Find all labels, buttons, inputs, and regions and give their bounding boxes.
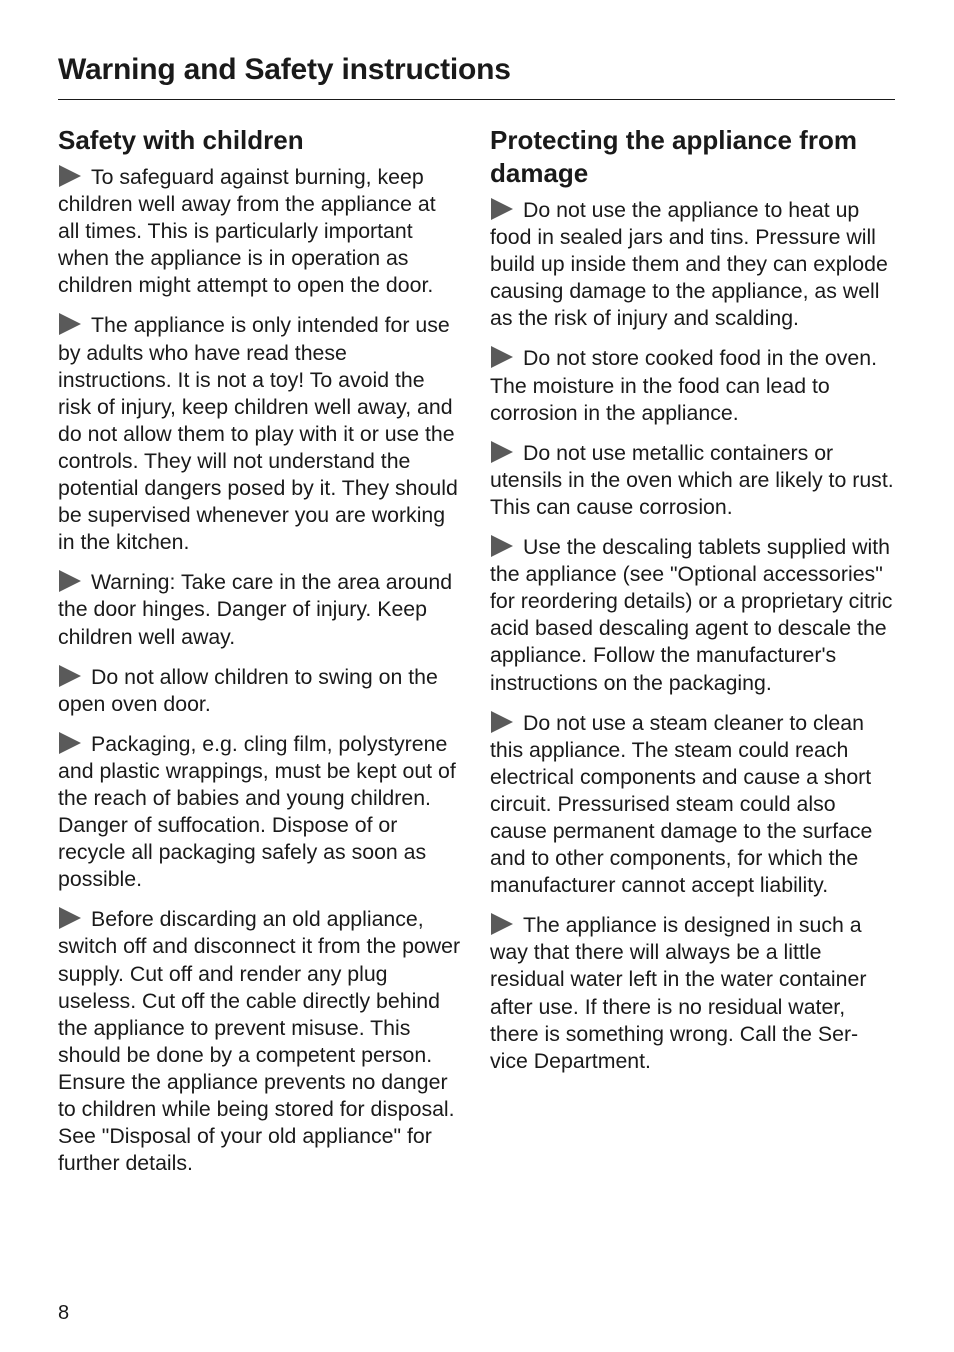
list-item-text: The appliance is only intended for use by adults who have read these instructions. It is not a toy! To avoid the risk of injury, keep children well away, and do not allow them to play with it or use the controls. They will not understand the potential dangers posed by it. They should be supervised whenever you are working in the kitchen. [58,313,458,555]
list-item-text: Warning: Take care in the area around the door hinges. Danger of injury. Keep children well away. [58,570,453,649]
list-item [58,731,462,894]
section-heading-protecting-appliance: Protecting the appliance from damage [490,125,857,188]
list-item-text: To safeguard against burning, keep children well away from the appliance at all times. This is particularly important when the appliance is in operation as children might attempt to open the door. [58,165,436,298]
triangle-arrow-icon [491,535,513,557]
triangle-arrow-icon [491,441,513,463]
list-item [58,569,462,650]
triangle-arrow-icon [59,665,81,687]
triangle-arrow-icon [59,313,81,335]
list-item [58,664,462,718]
list-item [490,197,895,332]
triangle-arrow-icon [59,907,81,929]
list-item-text: Use the descaling tablets supplied with the appliance (see "Optional accessories" for reordering details) or a proprietary citric acid based descaling agent to descale the appliance. Follow the manufacturer's instructions on the packaging. [490,535,893,695]
triangle-arrow-icon [59,570,81,592]
triangle-arrow-icon [59,165,81,187]
list-item [58,906,462,1177]
list-item-text: Do not use metallic containers or utensils in the oven which are likely to rust. This can cause corrosion. [490,440,894,519]
list-item-text: Do not allow children to swing on the open oven door. [58,664,438,716]
list-item [490,345,895,426]
triangle-arrow-icon [491,198,513,220]
list-item-text: Do not store cooked food in the oven. The moisture in the food can lead to corrosion in the appliance. [490,346,877,425]
list-item [490,912,895,1075]
list-item [58,164,462,299]
list-item [490,534,895,697]
triangle-arrow-icon [491,913,513,935]
list-item-text: Do not use the appliance to heat up food in sealed jars and tins. Pressure will build up inside them and they can explode causing damage to the appliance, as well as the risk of injury and scalding. [490,198,888,331]
list-item-text: Before discarding an old appliance, switch off and disconnect it from the power supply. Cut off and render any plug useless. Cut off the cable directly behind the appliance to prevent misuse. This should be done by a competent person. Ensure the appliance prevents no danger to children while being stored for disposal. See "Disposal of your old appliance" for further details. [58,907,461,1176]
triangle-arrow-icon [491,711,513,733]
page-title: Warning and Safety instructions [58,53,511,86]
left-column [58,124,462,1190]
title-divider [58,99,895,100]
page-number: 8 [58,1302,70,1324]
section-heading-safety-with-children: Safety with children [58,125,304,155]
list-item-text: The appliance is designed in such a way that there will always be a little residual water left in the water container after use. If there is no residual water, there is something wrong. Call the Ser-vice Department. [490,913,867,1073]
triangle-arrow-icon [59,732,81,754]
list-item-text: Packaging, e.g. cling film, polystyrene and plastic wrappings, must be kept out of the reach of babies and young children. Danger of suffocation. Dispose of or recycle all packaging safely as soon as possible. [58,731,456,892]
right-column [490,124,895,1088]
list-item-text: Do not use a steam cleaner to clean this appliance. The steam could reach electrical components and cause a short circuit. Pressurised steam could also cause permanent damage to the surface and to other components, for which the manufacturer cannot accept liability. [490,710,873,898]
list-item [490,440,895,521]
triangle-arrow-icon [491,346,513,368]
list-item [58,312,462,556]
list-item [490,710,895,900]
